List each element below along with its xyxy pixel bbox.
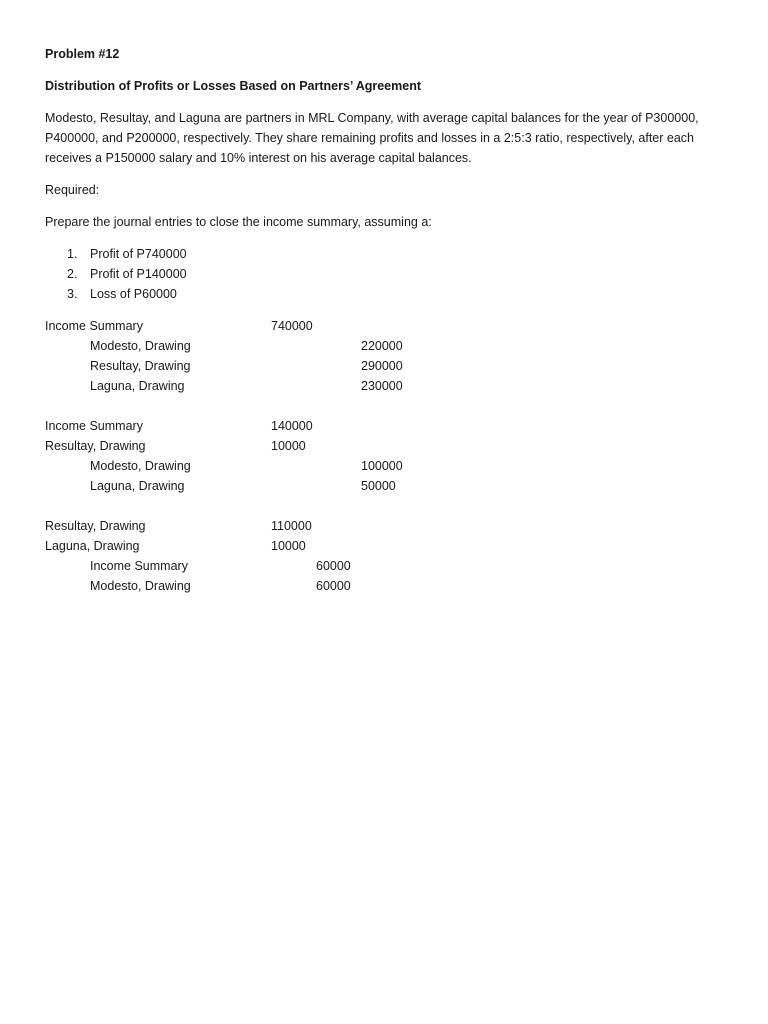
case-number: 3. [67,287,78,301]
journal-row [45,416,725,436]
credit-amount: 290000 [361,359,403,373]
debit-amount: 10000 [271,539,306,553]
journal-row [45,456,725,476]
account-name: Laguna, Drawing [45,539,140,553]
case-item [45,284,725,304]
journal-row [45,576,725,596]
instruction-text: Prepare the journal entries to close the income summary, assuming a: [45,215,432,229]
journal-row [45,476,725,496]
problem-paragraph: Modesto, Resultay, and Laguna are partners in MRL Company, with average capital balances for the year of P300000, P400000, and P200000, respectively. They share remaining profits and losses in a 2:5:3 ratio, respectively, after each receives a P150000 salary and 10% interest on his average capital balances. [45,111,699,165]
journal-row [45,376,725,396]
required-label: Required: [45,183,100,197]
journal-entry-2 [45,416,725,496]
case-text: Profit of P740000 [90,247,187,261]
account-name: Laguna, Drawing [90,479,185,493]
case-item [45,264,725,284]
account-name: Modesto, Drawing [90,459,191,473]
journal-row [45,316,725,336]
case-list [45,244,725,304]
journal-row [45,536,725,556]
account-name: Laguna, Drawing [90,379,185,393]
credit-amount: 230000 [361,379,403,393]
account-name: Modesto, Drawing [90,579,191,593]
journal-entry-3 [45,516,725,596]
debit-amount: 10000 [271,439,306,453]
credit-amount: 60000 [316,559,351,573]
debit-amount: 740000 [271,319,313,333]
case-text: Profit of P140000 [90,267,187,281]
account-name: Income Summary [90,559,188,573]
problem-title: Problem #12 [45,47,120,61]
account-name: Income Summary [45,319,143,333]
case-item [45,244,725,264]
case-number: 1. [67,247,78,261]
credit-amount: 100000 [361,459,403,473]
journal-row [45,436,725,456]
case-text: Loss of P60000 [90,287,177,301]
journal-row [45,336,725,356]
debit-amount: 140000 [271,419,313,433]
case-number: 2. [67,267,78,281]
journal-entry-1 [45,316,725,396]
document-page [45,44,725,616]
credit-amount: 50000 [361,479,396,493]
section-title: Distribution of Profits or Losses Based on Partners’ Agreement [45,79,422,93]
journal-row [45,516,725,536]
credit-amount: 220000 [361,339,403,353]
journal-row [45,356,725,376]
account-name: Resultay, Drawing [45,439,146,453]
credit-amount: 60000 [316,579,351,593]
account-name: Resultay, Drawing [45,519,146,533]
account-name: Resultay, Drawing [90,359,191,373]
journal-row [45,556,725,576]
debit-amount: 110000 [271,519,312,533]
account-name: Modesto, Drawing [90,339,191,353]
account-name: Income Summary [45,419,143,433]
